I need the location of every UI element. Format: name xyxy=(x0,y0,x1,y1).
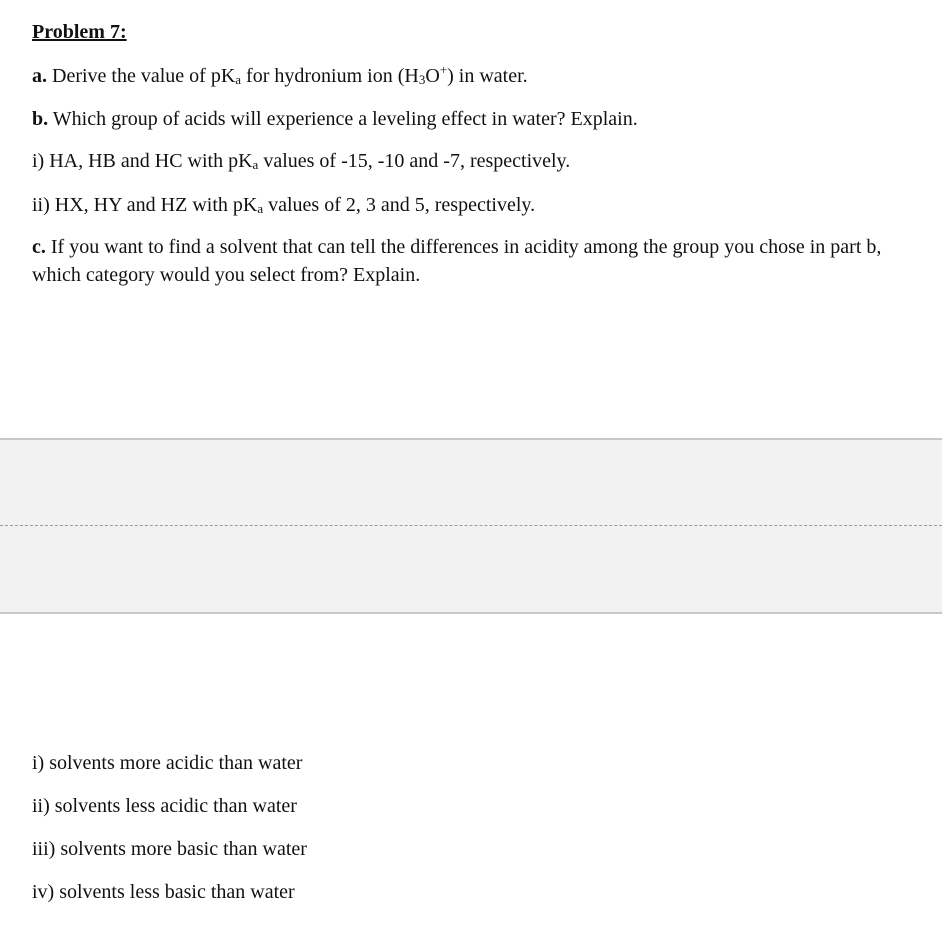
part-c-label: c. xyxy=(32,236,46,258)
problem-title: Problem 7: xyxy=(32,21,127,43)
part-a-text-2: for hydronium ion (H xyxy=(241,65,419,87)
part-c-text: If you want to find a solvent that can tell the differences in acidity among the group you chose in part b, which category would you select from? Explain. xyxy=(32,236,882,286)
part-a-label: a. xyxy=(32,65,47,87)
part-a-question xyxy=(32,62,528,90)
page-break-band xyxy=(0,438,942,614)
part-a-text-o: O xyxy=(425,65,440,87)
option-b-i xyxy=(32,147,570,175)
part-b-label: b. xyxy=(32,108,49,130)
option-c-iii: iii) solvents more basic than water xyxy=(32,838,307,860)
pka-subscript: a xyxy=(257,201,264,216)
pka-subscript: a xyxy=(235,72,242,87)
plus-superscript: + xyxy=(439,62,448,77)
h3-subscript: 3 xyxy=(418,72,426,87)
option-b-i-text-2: values of -15, -10 and -7, respectively. xyxy=(258,150,571,172)
option-c-i: i) solvents more acidic than water xyxy=(32,752,303,774)
option-c-iv: iv) solvents less basic than water xyxy=(32,881,295,903)
part-b-question xyxy=(32,105,638,133)
option-b-ii-text-1: ii) HX, HY and HZ with pK xyxy=(32,194,258,216)
part-a-text-3: ) in water. xyxy=(447,65,528,87)
part-a-text-1: Derive the value of pK xyxy=(47,65,236,87)
option-b-ii xyxy=(32,191,535,219)
page-break-dashed-line xyxy=(0,525,942,526)
option-b-i-text-1: i) HA, HB and HC with pK xyxy=(32,150,253,172)
option-b-ii-text-2: values of 2, 3 and 5, respectively. xyxy=(263,194,536,216)
part-c-question xyxy=(32,233,917,289)
pka-subscript: a xyxy=(252,157,259,172)
part-b-text: Which group of acids will experience a leveling effect in water? Explain. xyxy=(48,108,638,130)
option-c-ii: ii) solvents less acidic than water xyxy=(32,795,297,817)
